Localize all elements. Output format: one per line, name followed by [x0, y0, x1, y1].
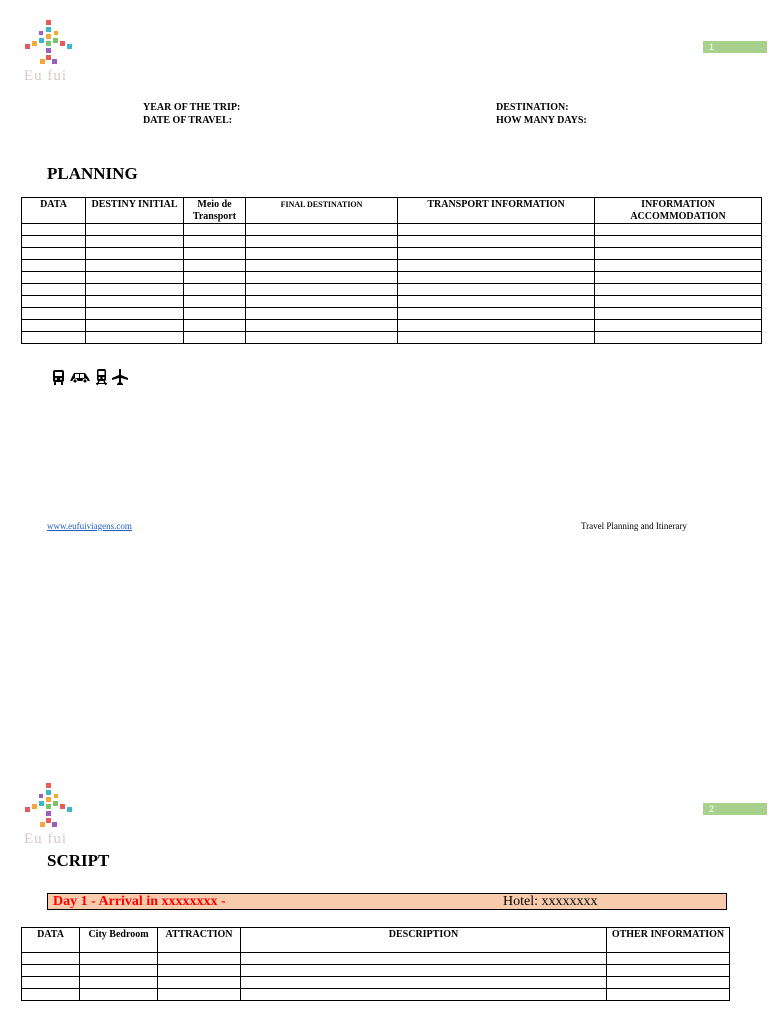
table-cell[interactable]: [184, 224, 246, 236]
table-cell[interactable]: [398, 248, 595, 260]
table-cell[interactable]: [595, 248, 762, 260]
table-cell[interactable]: [246, 224, 398, 236]
table-cell[interactable]: [246, 260, 398, 272]
table-cell[interactable]: [241, 953, 607, 965]
table-cell[interactable]: [246, 308, 398, 320]
airplane-icon: [112, 369, 128, 385]
table-cell[interactable]: [22, 320, 86, 332]
table-row: [22, 224, 762, 236]
table-cell[interactable]: [22, 953, 80, 965]
table-row: [22, 272, 762, 284]
table-cell[interactable]: [595, 272, 762, 284]
table-cell[interactable]: [184, 272, 246, 284]
hotel-label: Hotel: xxxxxxxx: [503, 893, 598, 909]
table-cell[interactable]: [246, 236, 398, 248]
table-cell[interactable]: [607, 977, 730, 989]
table-cell[interactable]: [86, 260, 184, 272]
table-cell[interactable]: [86, 272, 184, 284]
bus-icon: [52, 369, 65, 385]
table-cell[interactable]: [80, 953, 158, 965]
train-icon: [95, 369, 108, 385]
day-title: Day 1 - Arrival in xxxxxxxx -: [53, 893, 226, 909]
header-description: DESCRIPTION: [241, 928, 607, 953]
transport-icons: [52, 369, 128, 385]
table-cell[interactable]: [184, 332, 246, 344]
airplane-logo-icon: [20, 18, 78, 68]
table-cell[interactable]: [22, 248, 86, 260]
table-cell[interactable]: [595, 236, 762, 248]
table-cell[interactable]: [184, 284, 246, 296]
car-icon: [69, 370, 91, 384]
footer-title: Travel Planning and Itinerary: [581, 521, 687, 531]
script-heading: SCRIPT: [47, 851, 110, 870]
table-cell[interactable]: [22, 236, 86, 248]
table-cell[interactable]: [22, 977, 80, 989]
table-row: [22, 284, 762, 296]
table-cell[interactable]: [184, 308, 246, 320]
table-cell[interactable]: [607, 989, 730, 1001]
page-number-badge-2: 2: [703, 803, 767, 815]
table-cell[interactable]: [22, 965, 80, 977]
date-of-travel-label: DATE OF TRAVEL:: [143, 115, 233, 126]
how-many-days-label: HOW MANY DAYS:: [496, 115, 587, 126]
table-cell[interactable]: [246, 272, 398, 284]
header-other-information: OTHER INFORMATION: [607, 928, 730, 953]
table-cell[interactable]: [158, 953, 241, 965]
table-cell[interactable]: [86, 248, 184, 260]
planning-heading: PLANNING: [47, 164, 138, 183]
table-cell[interactable]: [86, 284, 184, 296]
header-data: DATA: [22, 928, 80, 953]
table-cell[interactable]: [184, 260, 246, 272]
table-cell[interactable]: [398, 320, 595, 332]
table-cell[interactable]: [595, 284, 762, 296]
table-cell[interactable]: [398, 224, 595, 236]
header-city-bedroom: City Bedroom: [80, 928, 158, 953]
table-cell[interactable]: [595, 308, 762, 320]
logo-text: Eu fui: [24, 831, 68, 847]
script-table: [21, 927, 730, 1001]
table-cell[interactable]: [184, 296, 246, 308]
table-row: [22, 953, 730, 965]
table-row: [22, 989, 730, 1001]
table-cell[interactable]: [86, 308, 184, 320]
table-cell[interactable]: [184, 320, 246, 332]
table-cell[interactable]: [246, 284, 398, 296]
table-cell[interactable]: [22, 989, 80, 1001]
header-information-accommodation: INFORMATION ACCOMMODATION: [595, 198, 762, 224]
table-cell[interactable]: [22, 308, 86, 320]
table-row: [22, 260, 762, 272]
destination-label: DESTINATION:: [496, 102, 569, 113]
table-cell[interactable]: [607, 965, 730, 977]
table-cell[interactable]: [22, 260, 86, 272]
table-row: [22, 320, 762, 332]
logo: [20, 18, 80, 90]
logo-text: Eu fui: [24, 68, 68, 84]
table-cell[interactable]: [22, 272, 86, 284]
table-cell[interactable]: [398, 236, 595, 248]
table-cell[interactable]: [22, 284, 86, 296]
logo-page2: [20, 781, 80, 853]
table-cell[interactable]: [398, 332, 595, 344]
header-final-destination: FINAL DESTINATION: [246, 198, 398, 224]
table-cell[interactable]: [158, 965, 241, 977]
table-cell[interactable]: [398, 296, 595, 308]
table-cell[interactable]: [184, 236, 246, 248]
table-row: [22, 965, 730, 977]
day-bar: [47, 893, 727, 910]
header-meio-de-transport: Meio de Transport: [184, 198, 246, 224]
table-cell[interactable]: [86, 224, 184, 236]
trip-meta-left: [143, 101, 240, 127]
table-cell[interactable]: [184, 248, 246, 260]
table-cell[interactable]: [246, 332, 398, 344]
table-row: [22, 308, 762, 320]
table-cell[interactable]: [80, 989, 158, 1001]
table-cell[interactable]: [607, 953, 730, 965]
table-cell[interactable]: [241, 965, 607, 977]
table-cell[interactable]: [22, 332, 86, 344]
table-cell[interactable]: [246, 320, 398, 332]
table-cell[interactable]: [80, 965, 158, 977]
table-cell[interactable]: [241, 989, 607, 1001]
table-cell[interactable]: [246, 296, 398, 308]
page-number-badge: 1: [703, 41, 767, 53]
table-cell[interactable]: [246, 248, 398, 260]
table-cell[interactable]: [398, 260, 595, 272]
table-row: [22, 248, 762, 260]
planning-table: [21, 197, 762, 344]
table-cell[interactable]: [86, 296, 184, 308]
table-row: [22, 236, 762, 248]
table-cell[interactable]: [595, 332, 762, 344]
table-cell[interactable]: [22, 224, 86, 236]
table-cell[interactable]: [595, 320, 762, 332]
trip-meta-right: [496, 101, 587, 127]
year-of-trip-label: YEAR OF THE TRIP:: [143, 102, 241, 113]
table-cell[interactable]: [86, 332, 184, 344]
table-cell[interactable]: [22, 296, 86, 308]
table-cell[interactable]: [86, 236, 184, 248]
table-cell[interactable]: [595, 296, 762, 308]
table-cell[interactable]: [398, 308, 595, 320]
table-cell[interactable]: [398, 272, 595, 284]
header-attraction: ATTRACTION: [158, 928, 241, 953]
table-cell[interactable]: [80, 977, 158, 989]
table-cell[interactable]: [241, 977, 607, 989]
table-cell[interactable]: [158, 977, 241, 989]
header-destiny-initial: DESTINY INITIAL: [86, 198, 184, 224]
website-link[interactable]: www.eufuiviagens.com: [47, 521, 132, 531]
table-row: [22, 332, 762, 344]
table-row: [22, 296, 762, 308]
airplane-logo-icon: [20, 781, 78, 831]
table-row: [22, 977, 730, 989]
table-cell[interactable]: [595, 260, 762, 272]
table-cell[interactable]: [595, 224, 762, 236]
table-cell[interactable]: [158, 989, 241, 1001]
header-transport-information: TRANSPORT INFORMATION: [398, 198, 595, 224]
table-cell[interactable]: [398, 284, 595, 296]
header-data: DATA: [22, 198, 86, 224]
table-cell[interactable]: [86, 320, 184, 332]
